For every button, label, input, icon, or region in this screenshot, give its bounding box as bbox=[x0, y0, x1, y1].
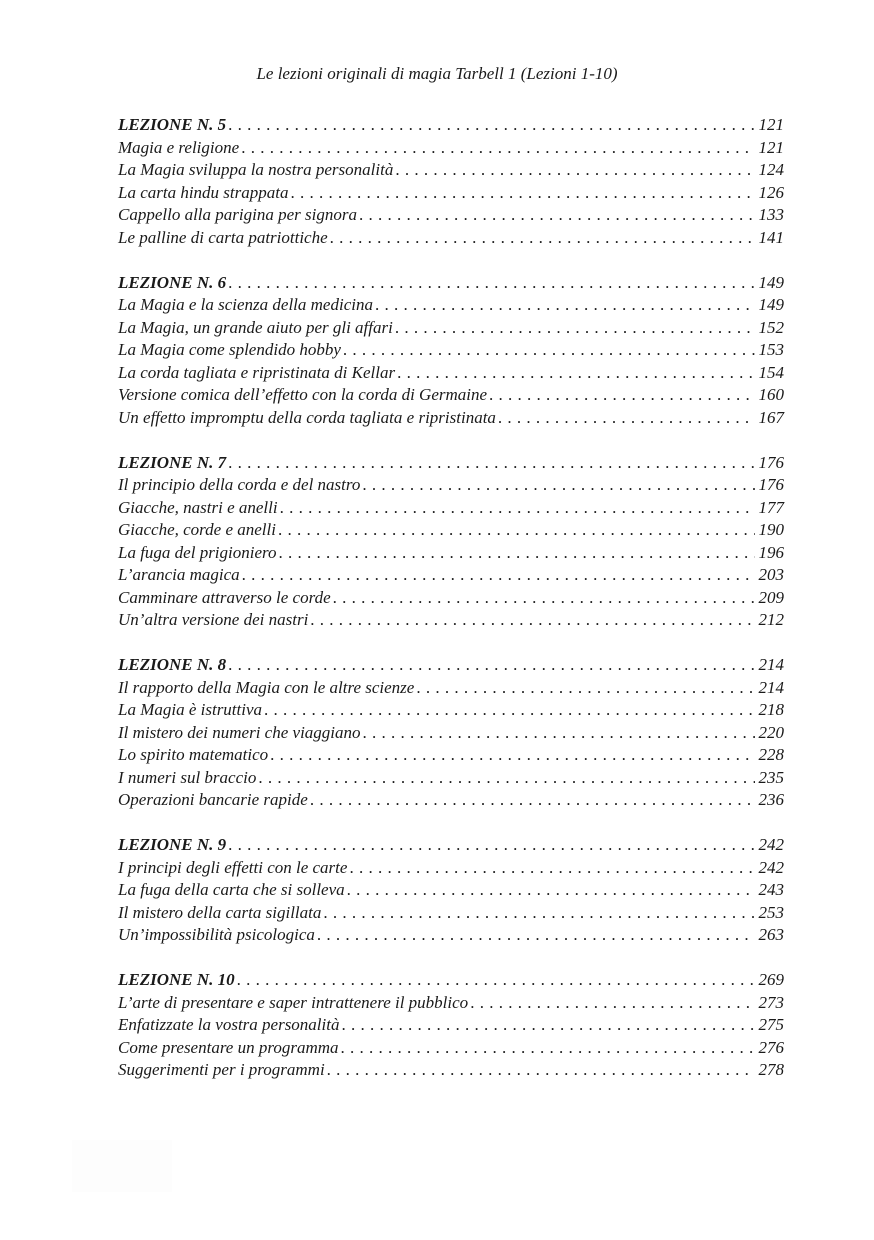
entry-title: Giacche, nastri e anelli bbox=[118, 497, 278, 517]
toc-lesson-heading bbox=[118, 114, 784, 137]
page-number: 160 bbox=[758, 385, 784, 404]
page-number: 269 bbox=[758, 970, 784, 989]
table-of-contents bbox=[118, 114, 784, 1104]
dot-leader bbox=[362, 474, 754, 497]
page-number: 121 bbox=[758, 137, 784, 157]
entry-title: Il principio della corda e del nastro bbox=[118, 475, 361, 494]
dot-leader bbox=[264, 699, 754, 722]
entry-title: Il mistero dei numeri che viaggiano bbox=[118, 722, 361, 742]
page-number: 276 bbox=[758, 1037, 784, 1057]
entry-title: L’arte di presentare e saper intrattenere il pubblico bbox=[118, 992, 469, 1012]
page-number: 235 bbox=[758, 767, 784, 787]
page-number: 176 bbox=[758, 452, 784, 472]
toc-section bbox=[118, 969, 784, 1082]
toc-entry bbox=[118, 362, 784, 385]
entry-title: Un effetto impromptu della corda tagliata e ripristinata bbox=[118, 407, 496, 427]
toc-section bbox=[118, 114, 784, 249]
page-number: 149 bbox=[758, 295, 784, 314]
page-number: 177 bbox=[758, 497, 784, 517]
dot-leader bbox=[363, 722, 755, 745]
dot-leader bbox=[327, 1059, 755, 1082]
page-number: 243 bbox=[758, 880, 784, 899]
dot-leader bbox=[310, 609, 754, 632]
toc-entry bbox=[118, 317, 784, 340]
lesson-title: LEZIONE N. 10 bbox=[118, 970, 235, 989]
dot-leader bbox=[498, 407, 755, 430]
toc-entry bbox=[118, 677, 784, 700]
toc-entry bbox=[118, 474, 784, 497]
page-number: 121 bbox=[758, 115, 784, 134]
toc-entry bbox=[118, 159, 784, 182]
toc-entry bbox=[118, 924, 784, 947]
toc-entry bbox=[118, 137, 784, 160]
page-number: 209 bbox=[758, 587, 784, 607]
page-number: 275 bbox=[758, 1015, 784, 1034]
entry-title: La Magia come splendido hobby bbox=[118, 340, 341, 359]
toc-entry bbox=[118, 789, 784, 812]
dot-leader bbox=[270, 744, 754, 767]
entry-title: Le palline di carta patriottiche bbox=[118, 227, 328, 247]
dot-leader bbox=[375, 294, 755, 317]
dot-leader bbox=[330, 227, 755, 250]
dot-leader bbox=[317, 924, 755, 947]
toc-entry bbox=[118, 407, 784, 430]
dot-leader bbox=[279, 542, 755, 565]
running-title: Le lezioni originali di magia Tarbell 1 (Lezioni 1-10) bbox=[256, 64, 618, 83]
entry-title: Camminare attraverso le corde bbox=[118, 587, 331, 607]
dot-leader bbox=[228, 834, 754, 857]
page-number: 154 bbox=[758, 362, 784, 382]
dot-leader bbox=[258, 767, 754, 790]
toc-entry bbox=[118, 1014, 784, 1037]
dot-leader bbox=[489, 384, 754, 407]
toc-lesson-heading bbox=[118, 969, 784, 992]
toc-entry bbox=[118, 1059, 784, 1082]
page-number: 167 bbox=[758, 407, 784, 427]
toc-entry bbox=[118, 722, 784, 745]
entry-title: Il mistero della carta sigillata bbox=[118, 902, 322, 922]
page-number: 214 bbox=[758, 677, 784, 697]
dot-leader bbox=[228, 452, 754, 475]
toc-lesson-heading bbox=[118, 654, 784, 677]
entry-title: La Magia sviluppa la nostra personalità bbox=[118, 160, 394, 179]
page-number: 149 bbox=[758, 272, 784, 292]
page-number: 253 bbox=[758, 902, 784, 922]
entry-title: Suggerimenti per i programmi bbox=[118, 1060, 325, 1079]
dot-leader bbox=[228, 114, 754, 137]
dot-leader bbox=[395, 317, 755, 340]
entry-title: Operazioni bancarie rapide bbox=[118, 790, 308, 809]
toc-section bbox=[118, 834, 784, 947]
dot-leader bbox=[397, 362, 754, 385]
entry-title: Cappello alla parigina per signora bbox=[118, 205, 357, 224]
page-number: 212 bbox=[758, 610, 784, 629]
entry-title: La Magia è istruttiva bbox=[118, 700, 263, 719]
page-number: 236 bbox=[758, 790, 784, 809]
dot-leader bbox=[323, 902, 754, 925]
dot-leader bbox=[228, 272, 754, 295]
dot-leader bbox=[280, 497, 755, 520]
page-number: 133 bbox=[758, 205, 784, 224]
toc-entry bbox=[118, 294, 784, 317]
page-number: 196 bbox=[758, 542, 784, 562]
toc-entry bbox=[118, 699, 784, 722]
page-number: 153 bbox=[758, 340, 784, 359]
entry-title: La fuga della carta che si solleva bbox=[118, 880, 345, 899]
toc-entry bbox=[118, 519, 784, 542]
toc-entry bbox=[118, 879, 784, 902]
page-number: 218 bbox=[758, 700, 784, 719]
toc-entry bbox=[118, 384, 784, 407]
entry-title: La fuga del prigioniero bbox=[118, 542, 277, 562]
lesson-title: LEZIONE N. 8 bbox=[118, 655, 227, 674]
page-number: 152 bbox=[758, 317, 784, 337]
entry-title: La Magia e la scienza della medicina bbox=[118, 295, 373, 314]
page-number: 203 bbox=[758, 565, 784, 584]
page-number: 273 bbox=[758, 992, 784, 1012]
dot-leader bbox=[395, 159, 754, 182]
dot-leader bbox=[343, 339, 755, 362]
toc-entry bbox=[118, 992, 784, 1015]
page-number: 228 bbox=[758, 745, 784, 764]
entry-title: La corda tagliata e ripristinata di Kellar bbox=[118, 362, 396, 382]
page-number: 263 bbox=[758, 925, 784, 944]
entry-title: I numeri sul braccio bbox=[118, 767, 257, 787]
dot-leader bbox=[242, 564, 755, 587]
dot-leader bbox=[359, 204, 755, 227]
toc-entry bbox=[118, 587, 784, 610]
toc-lesson-heading bbox=[118, 834, 784, 857]
entry-title: Giacche, corde e anelli bbox=[118, 520, 276, 539]
lesson-title: LEZIONE N. 7 bbox=[118, 452, 227, 472]
lesson-title: LEZIONE N. 9 bbox=[118, 835, 227, 854]
toc-entry bbox=[118, 609, 784, 632]
entry-title: Magia e religione bbox=[118, 137, 240, 157]
entry-title: Il rapporto della Magia con le altre scienze bbox=[118, 677, 415, 697]
entry-title: La Magia, un grande aiuto per gli affari bbox=[118, 317, 393, 337]
dot-leader bbox=[333, 587, 755, 610]
dot-leader bbox=[278, 519, 755, 542]
page-number: 214 bbox=[758, 655, 784, 674]
page-number: 242 bbox=[758, 857, 784, 877]
toc-entry bbox=[118, 182, 784, 205]
dot-leader bbox=[291, 182, 755, 205]
toc-entry bbox=[118, 902, 784, 925]
page-corner-mark bbox=[72, 1140, 172, 1192]
toc-entry bbox=[118, 339, 784, 362]
entry-title: L’arancia magica bbox=[118, 565, 240, 584]
toc-entry bbox=[118, 497, 784, 520]
page-number: 126 bbox=[758, 182, 784, 202]
toc-lesson-heading bbox=[118, 272, 784, 295]
page-number: 141 bbox=[758, 227, 784, 247]
page-number: 242 bbox=[758, 835, 784, 854]
toc-entry bbox=[118, 767, 784, 790]
dot-leader bbox=[241, 137, 754, 160]
lesson-title: LEZIONE N. 6 bbox=[118, 272, 227, 292]
entry-title: Un’impossibilità psicologica bbox=[118, 925, 315, 944]
dot-leader bbox=[237, 969, 755, 992]
entry-title: Un’altra versione dei nastri bbox=[118, 610, 309, 629]
toc-section bbox=[118, 272, 784, 430]
toc-lesson-heading bbox=[118, 452, 784, 475]
entry-title: Come presentare un programma bbox=[118, 1037, 339, 1057]
entry-title: Versione comica dell’effetto con la corda di Germaine bbox=[118, 385, 488, 404]
dot-leader bbox=[341, 1014, 754, 1037]
entry-title: Enfatizzate la vostra personalità bbox=[118, 1015, 340, 1034]
dot-leader bbox=[470, 992, 754, 1015]
toc-entry bbox=[118, 227, 784, 250]
entry-title: La carta hindu strappata bbox=[118, 182, 289, 202]
toc-entry bbox=[118, 857, 784, 880]
toc-section bbox=[118, 654, 784, 812]
toc-entry bbox=[118, 542, 784, 565]
toc-entry bbox=[118, 1037, 784, 1060]
page-number: 278 bbox=[758, 1060, 784, 1079]
dot-leader bbox=[228, 654, 754, 677]
page-number: 124 bbox=[758, 160, 784, 179]
page-number: 176 bbox=[758, 475, 784, 494]
toc-section bbox=[118, 452, 784, 632]
dot-leader bbox=[347, 879, 755, 902]
page-number: 190 bbox=[758, 520, 784, 539]
toc-entry bbox=[118, 564, 784, 587]
toc-entry bbox=[118, 204, 784, 227]
page-number: 220 bbox=[758, 722, 784, 742]
entry-title: Lo spirito matematico bbox=[118, 745, 269, 764]
dot-leader bbox=[349, 857, 754, 880]
entry-title: I principi degli effetti con le carte bbox=[118, 857, 348, 877]
dot-leader bbox=[416, 677, 754, 700]
toc-entry bbox=[118, 744, 784, 767]
dot-leader bbox=[310, 789, 755, 812]
lesson-title: LEZIONE N. 5 bbox=[118, 115, 227, 134]
dot-leader bbox=[341, 1037, 755, 1060]
